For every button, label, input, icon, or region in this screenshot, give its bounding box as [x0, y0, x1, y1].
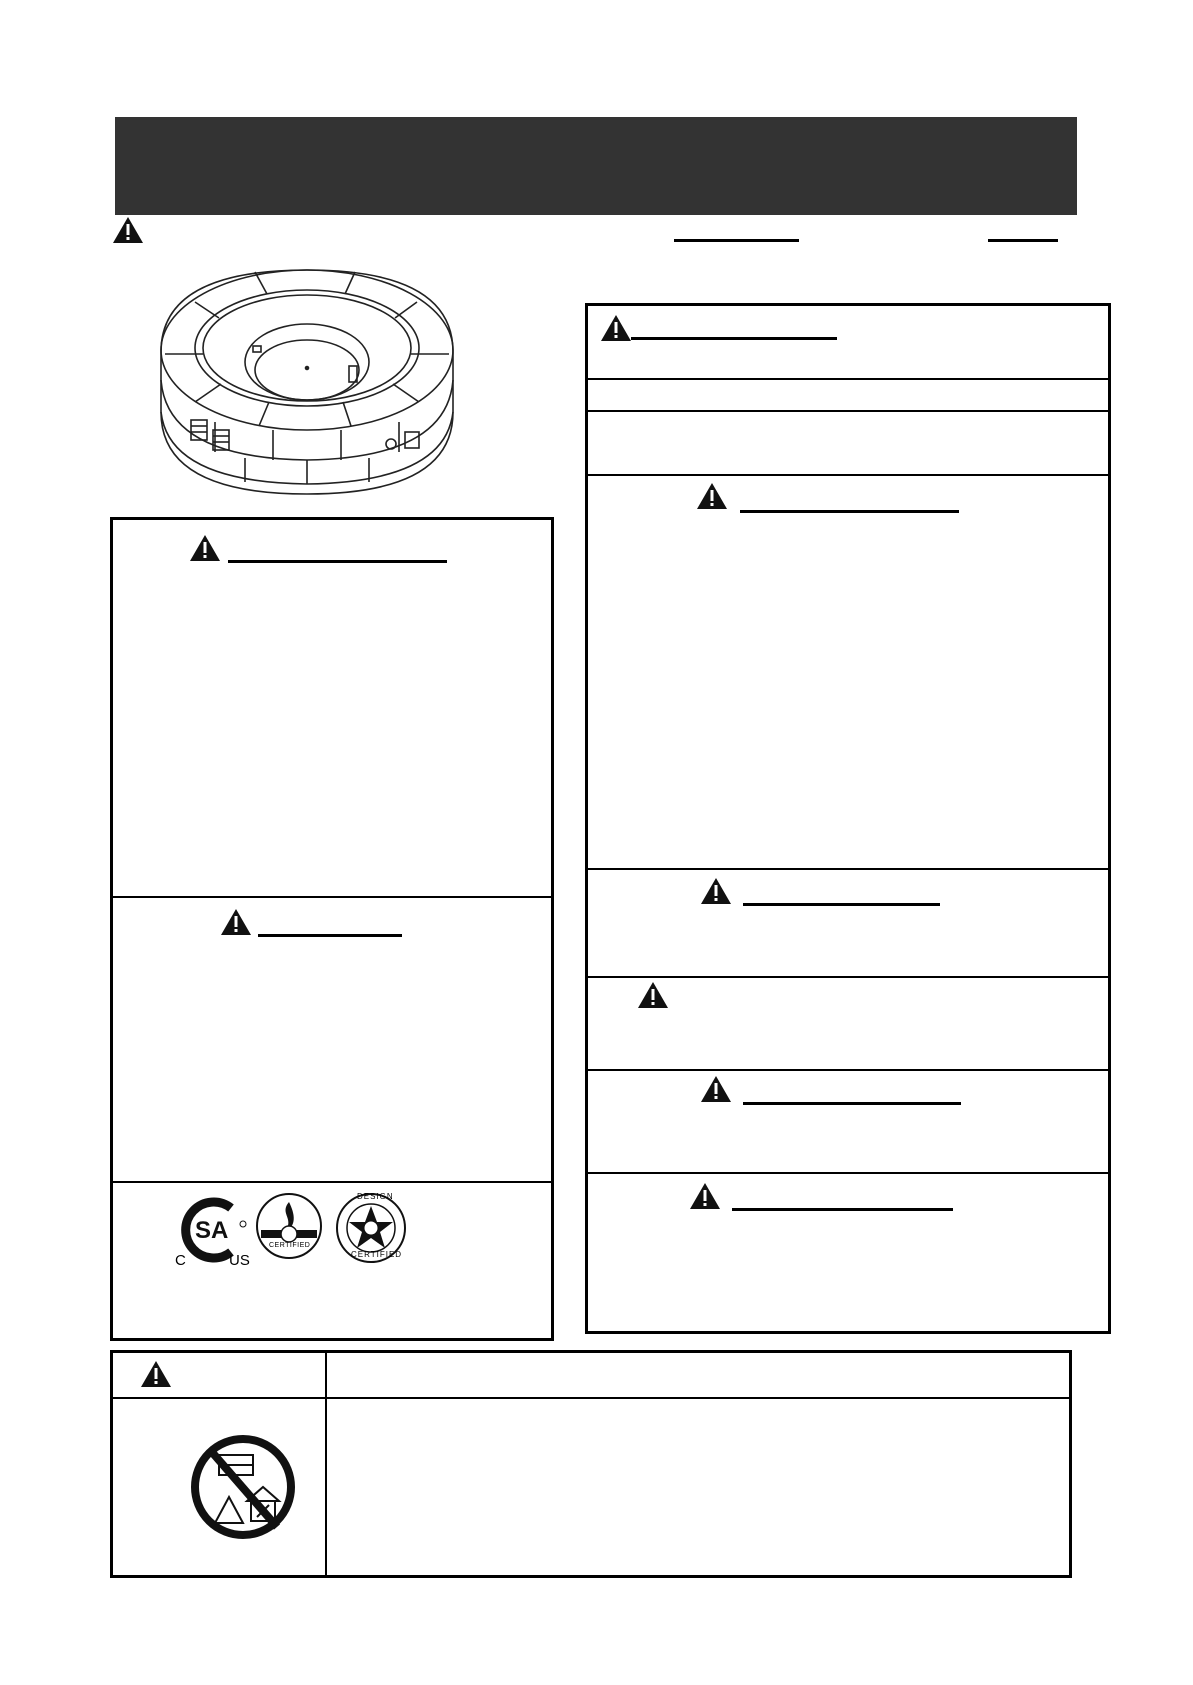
warning-triangle-icon — [220, 908, 252, 936]
warning-triangle-icon — [112, 216, 144, 244]
warning-triangle-icon — [696, 482, 728, 510]
section-divider — [113, 1181, 551, 1183]
warning-triangle-icon — [700, 1075, 732, 1103]
section-divider — [588, 868, 1108, 870]
underline-rule — [674, 239, 799, 242]
section-heading-rule — [740, 510, 959, 513]
warning-triangle-icon — [700, 877, 732, 905]
section-divider — [588, 1172, 1108, 1174]
svg-text:SA: SA — [195, 1217, 229, 1244]
warning-triangle-icon — [689, 1182, 721, 1210]
underline-rule — [988, 239, 1058, 242]
section-divider — [588, 378, 1108, 380]
table-row-divider — [113, 1397, 1069, 1399]
section-heading-rule — [631, 337, 837, 340]
warning-triangle-icon — [637, 981, 669, 1009]
right-warning-box — [585, 303, 1111, 1334]
section-heading-rule — [743, 1102, 961, 1105]
section-divider — [588, 1069, 1108, 1071]
csa-us-label: US — [229, 1252, 250, 1269]
design-seal-top: DESIGN — [357, 1192, 394, 1201]
table-column-divider — [325, 1353, 327, 1575]
flame-certified-seal — [255, 1190, 327, 1270]
header-bar — [115, 117, 1077, 215]
section-divider — [588, 410, 1108, 412]
section-divider — [588, 976, 1108, 978]
no-indoor-use-icon — [189, 1431, 299, 1543]
flame-seal-text: CERTIFIED — [269, 1242, 311, 1249]
warning-triangle-icon — [140, 1360, 172, 1388]
section-heading-rule — [743, 903, 940, 906]
warning-triangle-icon — [600, 314, 632, 342]
section-divider — [113, 896, 551, 898]
left-warning-box — [110, 517, 554, 1341]
section-divider — [588, 474, 1108, 476]
design-seal-bottom: CERTIFIED — [351, 1250, 403, 1259]
section-heading-rule — [732, 1208, 953, 1211]
warning-triangle-icon — [189, 534, 221, 562]
bottom-warning-table — [110, 1350, 1072, 1578]
csa-c-label: C — [175, 1252, 186, 1269]
fire-pit-illustration — [155, 262, 460, 502]
section-heading-rule — [228, 560, 447, 563]
section-heading-rule — [258, 934, 402, 937]
